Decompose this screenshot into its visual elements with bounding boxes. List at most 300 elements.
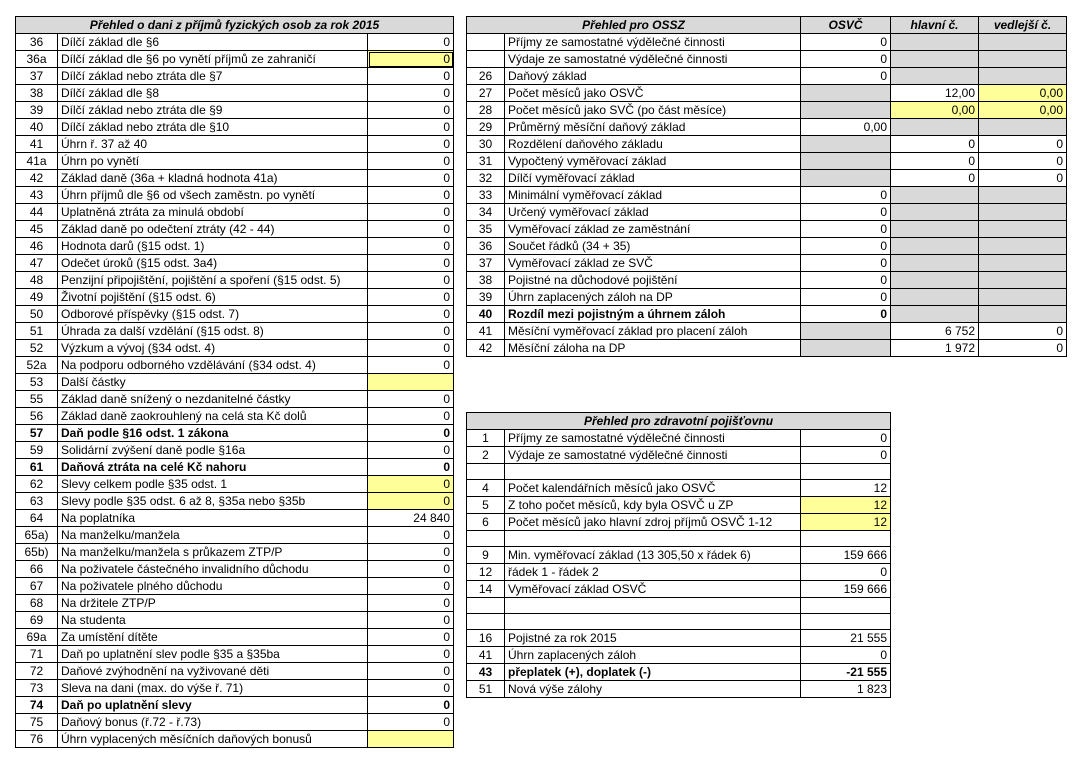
row-value-cell[interactable] (801, 614, 891, 630)
row-value-cell[interactable]: 0 (368, 595, 454, 612)
row-value-cell[interactable]: 1 823 (801, 681, 891, 698)
row-osvc-cell[interactable]: 0 (801, 238, 891, 255)
row-label-cell[interactable]: Úhrn příjmů dle §6 od všech zaměstn. po vynětí (58, 187, 368, 204)
row-number-cell[interactable]: 74 (16, 697, 58, 714)
row-value-cell[interactable]: 0 (801, 564, 891, 581)
table-row (16, 476, 454, 493)
row-label-cell[interactable]: řádek 1 - řádek 2 (505, 564, 801, 581)
table-row (16, 459, 454, 476)
table-row (16, 204, 454, 221)
row-number-cell[interactable]: 4 (467, 480, 505, 497)
row-label-cell[interactable]: Určený vyměřovací základ (505, 204, 801, 221)
row-label-cell[interactable]: Výzkum a vývoj (§34 odst. 4) (58, 340, 368, 357)
row-number-cell[interactable]: 57 (16, 425, 58, 442)
row-osvc-cell[interactable]: 0 (801, 255, 891, 272)
row-number-cell[interactable]: 9 (467, 547, 505, 564)
row-label-cell[interactable]: Příjmy ze samostatné výdělečné činnosti (505, 34, 801, 51)
row-value-cell[interactable]: 0 (368, 680, 454, 697)
row-number-cell[interactable]: 34 (467, 204, 505, 221)
row-hlavni-cell[interactable]: 6 752 (891, 323, 979, 340)
row-label-cell[interactable]: Uplatněná ztráta za minulá období (58, 204, 368, 221)
row-number-cell[interactable]: 65a) (16, 527, 58, 544)
row-number-cell[interactable]: 44 (16, 204, 58, 221)
row-label-cell[interactable] (505, 614, 801, 630)
row-osvc-cell[interactable]: 0 (801, 34, 891, 51)
table-row (16, 136, 454, 153)
row-value-cell[interactable]: 0 (368, 34, 454, 51)
row-hlavni-cell[interactable] (891, 34, 979, 51)
row-label-cell[interactable]: Na držitele ZTP/P (58, 595, 368, 612)
row-value-cell[interactable]: 0 (368, 425, 454, 442)
table-row (467, 664, 891, 681)
row-number-cell[interactable]: 39 (16, 102, 58, 119)
row-vedlejsi-cell[interactable]: 0 (979, 153, 1067, 170)
row-label-cell[interactable]: Počet kalendářních měsíců jako OSVČ (505, 480, 801, 497)
table-row (467, 430, 891, 447)
row-number-cell[interactable]: 36a (16, 51, 58, 68)
row-hlavni-cell[interactable]: 0 (891, 170, 979, 187)
row-vedlejsi-cell[interactable] (979, 187, 1067, 204)
row-label-cell[interactable] (505, 464, 801, 480)
row-label-cell[interactable]: Rozdělení daňového základu (505, 136, 801, 153)
row-label-cell[interactable]: Rozdíl mezi pojistným a úhrnem záloh (505, 306, 801, 323)
row-number-cell[interactable] (467, 531, 505, 547)
row-label-cell[interactable]: Minimální vyměřovací základ (505, 187, 801, 204)
row-number-cell[interactable]: 29 (467, 119, 505, 136)
row-number-cell[interactable]: 37 (16, 68, 58, 85)
row-number-cell[interactable]: 48 (16, 272, 58, 289)
row-label-cell[interactable]: Daňový bonus (ř.72 - ř.73) (58, 714, 368, 731)
row-number-cell[interactable]: 39 (467, 289, 505, 306)
row-label-cell[interactable]: Úhrn zaplacených záloh na DP (505, 289, 801, 306)
row-number-cell[interactable]: 41a (16, 153, 58, 170)
row-hlavni-cell[interactable] (891, 187, 979, 204)
row-value-cell[interactable]: 0 (368, 51, 454, 68)
row-label-cell[interactable]: Daň po uplatnění slevy (58, 697, 368, 714)
row-number-cell[interactable]: 53 (16, 374, 58, 391)
row-label-cell[interactable]: Úhrn po vynětí (58, 153, 368, 170)
row-value-cell[interactable]: 0 (368, 408, 454, 425)
row-number-cell[interactable]: 69a (16, 629, 58, 646)
row-label-cell[interactable]: Min. vyměřovací základ (13 305,50 x řádek 6) (505, 547, 801, 564)
row-label-cell[interactable]: Na studenta (58, 612, 368, 629)
row-number-cell[interactable]: 1 (467, 430, 505, 447)
row-number-cell[interactable]: 27 (467, 85, 505, 102)
row-value-cell[interactable]: 0 (368, 357, 454, 374)
row-osvc-cell[interactable]: 0 (801, 221, 891, 238)
row-hlavni-cell[interactable] (891, 119, 979, 136)
row-number-cell[interactable] (467, 34, 505, 51)
row-vedlejsi-cell[interactable] (979, 238, 1067, 255)
row-number-cell[interactable]: 16 (467, 630, 505, 647)
table-row (16, 646, 454, 663)
row-number-cell[interactable]: 72 (16, 663, 58, 680)
row-value-cell[interactable]: 0 (368, 272, 454, 289)
table-row (467, 581, 891, 598)
row-label-cell[interactable]: Na poživatele plného důchodu (58, 578, 368, 595)
row-vedlejsi-cell[interactable]: 0 (979, 136, 1067, 153)
row-label-cell[interactable]: Pojistné za rok 2015 (505, 630, 801, 647)
row-number-cell[interactable] (467, 464, 505, 480)
row-osvc-cell[interactable]: 0 (801, 204, 891, 221)
row-label-cell[interactable]: Daňové zvýhodnění na vyživované děti (58, 663, 368, 680)
row-label-cell[interactable]: Vyměřovací základ ze zaměstnání (505, 221, 801, 238)
row-value-cell[interactable]: 24 840 (368, 510, 454, 527)
row-number-cell[interactable]: 73 (16, 680, 58, 697)
row-vedlejsi-cell[interactable] (979, 68, 1067, 85)
row-value-cell[interactable]: 0 (368, 629, 454, 646)
row-number-cell[interactable]: 62 (16, 476, 58, 493)
row-value-cell[interactable] (801, 464, 891, 480)
row-number-cell[interactable]: 47 (16, 255, 58, 272)
table-row (16, 255, 454, 272)
row-label-cell[interactable]: Za umístění dítěte (58, 629, 368, 646)
row-number-cell[interactable]: 38 (16, 85, 58, 102)
row-number-cell[interactable]: 75 (16, 714, 58, 731)
row-label-cell[interactable]: Daňová ztráta na celé Kč nahoru (58, 459, 368, 476)
row-value-cell[interactable]: 0 (368, 459, 454, 476)
row-value-cell[interactable]: 0 (368, 255, 454, 272)
row-label-cell[interactable]: Dílčí základ nebo ztráta dle §7 (58, 68, 368, 85)
row-value-cell[interactable]: 0 (368, 187, 454, 204)
row-number-cell[interactable]: 51 (16, 323, 58, 340)
row-label-cell[interactable]: Vypočtený vyměřovací základ (505, 153, 801, 170)
row-value-cell[interactable]: 0 (368, 136, 454, 153)
row-number-cell[interactable]: 31 (467, 153, 505, 170)
row-label-cell[interactable] (505, 598, 801, 614)
row-label-cell[interactable]: Na manželku/manžela s průkazem ZTP/P (58, 544, 368, 561)
row-number-cell[interactable] (467, 51, 505, 68)
row-hlavni-cell[interactable]: 0 (891, 153, 979, 170)
row-hlavni-cell[interactable] (891, 306, 979, 323)
row-value-cell[interactable]: -21 555 (801, 664, 891, 681)
row-label-cell[interactable]: Počet měsíců jako OSVČ (505, 85, 801, 102)
row-number-cell[interactable]: 65b) (16, 544, 58, 561)
row-value-cell[interactable]: 0 (368, 493, 454, 510)
row-value-cell[interactable]: 12 (801, 480, 891, 497)
row-number-cell[interactable]: 68 (16, 595, 58, 612)
row-label-cell[interactable]: Úhrn zaplacených záloh (505, 647, 801, 664)
row-number-cell[interactable]: 64 (16, 510, 58, 527)
row-number-cell[interactable]: 66 (16, 561, 58, 578)
row-number-cell[interactable]: 36 (16, 34, 58, 51)
row-value-cell[interactable]: 0 (368, 323, 454, 340)
row-value-cell[interactable]: 12 (801, 497, 891, 514)
row-label-cell[interactable]: Solidární zvýšení daně podle §16a (58, 442, 368, 459)
row-value-cell[interactable]: 0 (368, 306, 454, 323)
row-label-cell[interactable]: Hodnota darů (§15 odst. 1) (58, 238, 368, 255)
row-number-cell[interactable]: 14 (467, 581, 505, 598)
income-tax-overview-title[interactable]: Přehled o dani z příjmů fyzických osob za rok 2015 (16, 17, 454, 34)
row-value-cell[interactable]: 0 (368, 442, 454, 459)
row-hlavni-cell[interactable] (891, 221, 979, 238)
row-number-cell[interactable]: 33 (467, 187, 505, 204)
row-label-cell[interactable]: Vyměřovací základ OSVČ (505, 581, 801, 598)
row-osvc-cell[interactable] (801, 102, 891, 119)
row-number-cell[interactable]: 40 (467, 306, 505, 323)
row-label-cell[interactable]: Měsíční vyměřovací základ pro placení záloh (505, 323, 801, 340)
row-value-cell[interactable]: 21 555 (801, 630, 891, 647)
row-number-cell[interactable]: 43 (467, 664, 505, 681)
row-vedlejsi-cell[interactable] (979, 255, 1067, 272)
row-value-cell[interactable] (801, 598, 891, 614)
income-tax-overview-table (15, 16, 454, 748)
row-label-cell[interactable]: Dílčí základ dle §6 po vynětí příjmů ze zahraničí (58, 51, 368, 68)
column-header-hlavni[interactable]: hlavní č. (891, 17, 979, 34)
row-number-cell[interactable]: 61 (16, 459, 58, 476)
row-label-cell[interactable]: Základ daně zaokrouhlený na celá sta Kč dolů (58, 408, 368, 425)
row-number-cell[interactable]: 59 (16, 442, 58, 459)
row-value-cell[interactable] (368, 374, 454, 391)
row-number-cell[interactable]: 41 (467, 647, 505, 664)
row-osvc-cell[interactable]: 0 (801, 289, 891, 306)
row-number-cell[interactable]: 41 (467, 323, 505, 340)
row-hlavni-cell[interactable] (891, 255, 979, 272)
row-osvc-cell[interactable] (801, 340, 891, 357)
table-row (16, 221, 454, 238)
row-value-cell[interactable]: 0 (368, 714, 454, 731)
row-value-cell[interactable]: 0 (368, 68, 454, 85)
row-value-cell[interactable]: 0 (368, 170, 454, 187)
row-label-cell[interactable]: Slevy celkem podle §35 odst. 1 (58, 476, 368, 493)
row-vedlejsi-cell[interactable] (979, 221, 1067, 238)
row-value-cell[interactable]: 0 (368, 697, 454, 714)
row-osvc-cell[interactable]: 0 (801, 51, 891, 68)
row-label-cell[interactable]: Úhrn vyplacených měsíčních daňových bonusů (58, 731, 368, 748)
row-value-cell[interactable]: 159 666 (801, 547, 891, 564)
row-label-cell[interactable]: Z toho počet měsíců, kdy byla OSVČ u ZP (505, 497, 801, 514)
table-row (16, 493, 454, 510)
row-vedlejsi-cell[interactable] (979, 119, 1067, 136)
row-label-cell[interactable]: Průměrný měsíční daňový základ (505, 119, 801, 136)
row-number-cell[interactable]: 42 (16, 170, 58, 187)
row-label-cell[interactable]: Základ daně po odečtení ztráty (42 - 44) (58, 221, 368, 238)
table-row (16, 153, 454, 170)
row-value-cell[interactable]: 0 (368, 204, 454, 221)
row-label-cell[interactable]: Výdaje ze samostatné výdělečné činnosti (505, 51, 801, 68)
row-number-cell[interactable]: 35 (467, 221, 505, 238)
column-header-osvc[interactable]: OSVČ (801, 17, 891, 34)
row-number-cell[interactable]: 51 (467, 681, 505, 698)
row-number-cell[interactable]: 52a (16, 357, 58, 374)
row-label-cell[interactable]: Dílčí základ nebo ztráta dle §9 (58, 102, 368, 119)
row-vedlejsi-cell[interactable]: 0 (979, 323, 1067, 340)
row-label-cell[interactable]: Sleva na dani (max. do výše ř. 71) (58, 680, 368, 697)
row-vedlejsi-cell[interactable]: 0 (979, 340, 1067, 357)
row-label-cell[interactable]: Penzijní připojištění, pojištění a spoření (§15 odst. 5) (58, 272, 368, 289)
row-label-cell[interactable]: Pojistné na důchodové pojištění (505, 272, 801, 289)
row-label-cell[interactable]: Vyměřovací základ ze SVČ (505, 255, 801, 272)
row-number-cell[interactable]: 52 (16, 340, 58, 357)
row-vedlejsi-cell[interactable] (979, 306, 1067, 323)
row-number-cell[interactable]: 6 (467, 514, 505, 531)
row-osvc-cell[interactable]: 0 (801, 272, 891, 289)
row-number-cell[interactable]: 2 (467, 447, 505, 464)
row-value-cell[interactable]: 0 (368, 238, 454, 255)
row-vedlejsi-cell[interactable] (979, 204, 1067, 221)
row-label-cell[interactable]: Nová výše zálohy (505, 681, 801, 698)
row-value-cell[interactable]: 0 (368, 340, 454, 357)
row-value-cell[interactable] (368, 731, 454, 748)
row-label-cell[interactable]: Úhrn ř. 37 až 40 (58, 136, 368, 153)
row-value-cell[interactable]: 159 666 (801, 581, 891, 598)
row-number-cell[interactable]: 50 (16, 306, 58, 323)
row-number-cell[interactable]: 71 (16, 646, 58, 663)
row-value-cell[interactable]: 0 (368, 102, 454, 119)
row-number-cell[interactable]: 28 (467, 102, 505, 119)
row-label-cell[interactable]: Daň po uplatnění slev podle §35 a §35ba (58, 646, 368, 663)
row-number-cell[interactable]: 43 (16, 187, 58, 204)
table-row (467, 447, 891, 464)
row-vedlejsi-cell[interactable]: 0,00 (979, 85, 1067, 102)
row-label-cell[interactable]: Dílčí základ dle §6 (58, 34, 368, 51)
table-header-row (16, 17, 454, 34)
row-number-cell[interactable]: 42 (467, 340, 505, 357)
row-hlavni-cell[interactable]: 0 (891, 136, 979, 153)
table-row (16, 119, 454, 136)
table-row (16, 544, 454, 561)
row-label-cell[interactable]: Na manželku/manžela (58, 527, 368, 544)
row-osvc-cell[interactable]: 0,00 (801, 119, 891, 136)
row-number-cell[interactable]: 46 (16, 238, 58, 255)
row-hlavni-cell[interactable] (891, 68, 979, 85)
row-number-cell[interactable] (467, 598, 505, 614)
row-label-cell[interactable]: Daň podle §16 odst. 1 zákona (58, 425, 368, 442)
row-osvc-cell[interactable]: 0 (801, 187, 891, 204)
row-label-cell[interactable]: Dílčí vyměřovací základ (505, 170, 801, 187)
row-value-cell[interactable]: 0 (368, 646, 454, 663)
column-header-vedlejsi[interactable]: vedlejší č. (979, 17, 1067, 34)
row-number-cell[interactable]: 76 (16, 731, 58, 748)
row-label-cell[interactable]: Úhrada za další vzdělání (§15 odst. 8) (58, 323, 368, 340)
row-value-cell[interactable]: 0 (368, 561, 454, 578)
row-vedlejsi-cell[interactable] (979, 51, 1067, 68)
row-value-cell[interactable]: 0 (368, 663, 454, 680)
row-label-cell[interactable]: Další částky (58, 374, 368, 391)
row-hlavni-cell[interactable] (891, 272, 979, 289)
table-row (467, 306, 1067, 323)
row-number-cell[interactable]: 67 (16, 578, 58, 595)
table-row (467, 547, 891, 564)
row-osvc-cell[interactable]: 0 (801, 68, 891, 85)
row-osvc-cell[interactable] (801, 170, 891, 187)
row-hlavni-cell[interactable]: 0,00 (891, 102, 979, 119)
row-value-cell[interactable]: 0 (368, 612, 454, 629)
row-label-cell[interactable]: Odečet úroků (§15 odst. 3a4) (58, 255, 368, 272)
table-row (467, 204, 1067, 221)
row-hlavni-cell[interactable] (891, 204, 979, 221)
row-value-cell[interactable]: 0 (801, 430, 891, 447)
row-value-cell[interactable]: 0 (368, 527, 454, 544)
ossz-overview-title[interactable]: Přehled pro OSSZ (467, 17, 801, 34)
row-osvc-cell[interactable] (801, 85, 891, 102)
row-value-cell[interactable]: 0 (368, 391, 454, 408)
row-label-cell[interactable]: Měsíční záloha na DP (505, 340, 801, 357)
row-label-cell[interactable]: Životní pojištění (§15 odst. 6) (58, 289, 368, 306)
table-row (16, 663, 454, 680)
row-number-cell[interactable]: 55 (16, 391, 58, 408)
row-number-cell[interactable]: 5 (467, 497, 505, 514)
row-number-cell[interactable]: 38 (467, 272, 505, 289)
row-number-cell[interactable]: 36 (467, 238, 505, 255)
table-row (16, 357, 454, 374)
table-row (467, 221, 1067, 238)
row-label-cell[interactable]: Příjmy ze samostatné výdělečné činnosti (505, 430, 801, 447)
row-number-cell[interactable]: 41 (16, 136, 58, 153)
row-label-cell[interactable]: Součet řádků (34 + 35) (505, 238, 801, 255)
row-hlavni-cell[interactable] (891, 238, 979, 255)
row-value-cell[interactable]: 0 (368, 153, 454, 170)
row-label-cell[interactable]: Základ daně snížený o nezdanitelné částky (58, 391, 368, 408)
table-row (16, 289, 454, 306)
row-osvc-cell[interactable] (801, 323, 891, 340)
row-vedlejsi-cell[interactable]: 0,00 (979, 102, 1067, 119)
row-vedlejsi-cell[interactable]: 0 (979, 170, 1067, 187)
row-label-cell[interactable]: Na poživatele částečného invalidního důchodu (58, 561, 368, 578)
row-label-cell[interactable]: Počet měsíců jako SVČ (po část měsíce) (505, 102, 801, 119)
row-value-cell[interactable]: 0 (368, 85, 454, 102)
row-value-cell[interactable]: 0 (801, 647, 891, 664)
row-label-cell[interactable]: Počet měsíců jako hlavní zdroj příjmů OSVČ 1-12 (505, 514, 801, 531)
row-value-cell[interactable]: 0 (368, 221, 454, 238)
row-hlavni-cell[interactable]: 12,00 (891, 85, 979, 102)
row-value-cell[interactable]: 0 (368, 544, 454, 561)
row-vedlejsi-cell[interactable] (979, 34, 1067, 51)
row-value-cell[interactable]: 0 (801, 447, 891, 464)
row-label-cell[interactable]: Slevy podle §35 odst. 6 až 8, §35a nebo §35b (58, 493, 368, 510)
row-number-cell[interactable]: 63 (16, 493, 58, 510)
row-number-cell[interactable]: 26 (467, 68, 505, 85)
row-number-cell[interactable]: 12 (467, 564, 505, 581)
row-vedlejsi-cell[interactable] (979, 272, 1067, 289)
row-value-cell[interactable]: 12 (801, 514, 891, 531)
row-label-cell[interactable]: Dílčí základ nebo ztráta dle §10 (58, 119, 368, 136)
row-number-cell[interactable]: 30 (467, 136, 505, 153)
row-value-cell[interactable]: 0 (368, 119, 454, 136)
row-hlavni-cell[interactable]: 1 972 (891, 340, 979, 357)
row-number-cell[interactable]: 56 (16, 408, 58, 425)
row-label-cell[interactable]: Výdaje ze samostatné výdělečné činnosti (505, 447, 801, 464)
row-number-cell[interactable]: 49 (16, 289, 58, 306)
row-label-cell[interactable]: Základ daně (36a + kladná hodnota 41a) (58, 170, 368, 187)
row-label-cell[interactable]: Na poplatníka (58, 510, 368, 527)
row-value-cell[interactable]: 0 (368, 289, 454, 306)
row-number-cell[interactable] (467, 614, 505, 630)
table-row (467, 598, 891, 614)
row-label-cell[interactable] (505, 531, 801, 547)
row-osvc-cell[interactable]: 0 (801, 306, 891, 323)
row-number-cell[interactable]: 32 (467, 170, 505, 187)
row-vedlejsi-cell[interactable] (979, 289, 1067, 306)
row-label-cell[interactable]: Odborové příspěvky (§15 odst. 7) (58, 306, 368, 323)
row-value-cell[interactable] (801, 531, 891, 547)
row-label-cell[interactable]: Dílčí základ dle §8 (58, 85, 368, 102)
row-hlavni-cell[interactable] (891, 51, 979, 68)
row-osvc-cell[interactable] (801, 153, 891, 170)
row-value-cell[interactable]: 0 (368, 476, 454, 493)
row-number-cell[interactable]: 37 (467, 255, 505, 272)
health-insurance-overview-title[interactable]: Přehled pro zdravotní pojišťovnu (467, 413, 891, 430)
row-hlavni-cell[interactable] (891, 289, 979, 306)
row-number-cell[interactable]: 69 (16, 612, 58, 629)
row-osvc-cell[interactable] (801, 136, 891, 153)
row-value-cell[interactable]: 0 (368, 578, 454, 595)
row-number-cell[interactable]: 40 (16, 119, 58, 136)
row-label-cell[interactable]: přeplatek (+), doplatek (-) (505, 664, 801, 681)
row-number-cell[interactable]: 45 (16, 221, 58, 238)
row-label-cell[interactable]: Daňový základ (505, 68, 801, 85)
row-label-cell[interactable]: Na podporu odborného vzdělávání (§34 odst. 4) (58, 357, 368, 374)
